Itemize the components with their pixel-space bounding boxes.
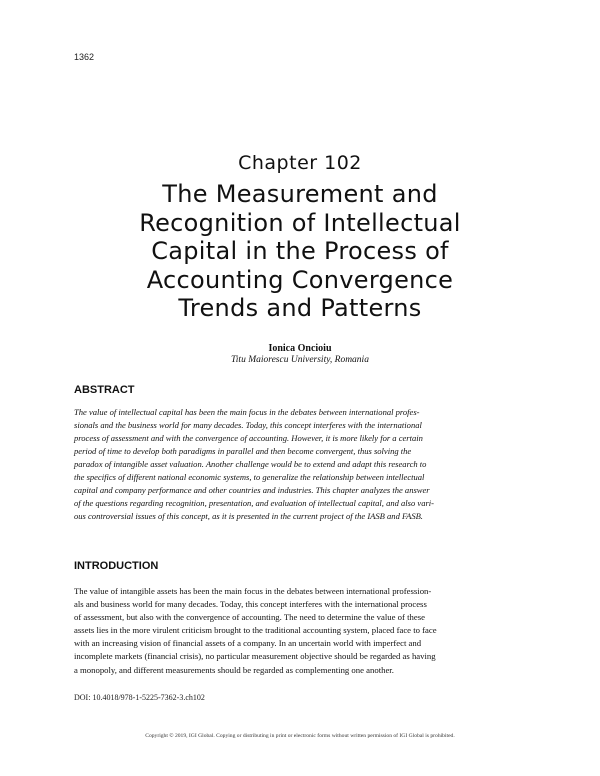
introduction-line: als and business world for many decades. Today, this concept interferes with the international process — [74, 599, 427, 610]
introduction-line: a monopoly, and different measurements should be regarded as complementing one another. — [74, 664, 394, 675]
abstract-line: paradox of intangible asset valuation. Another challenge would be to extend and adapt this research to — [74, 459, 427, 469]
abstract-line: the specifics of different national economic systems, to generalize the relationship between intellectual — [74, 472, 425, 482]
chapter-title-line: Recognition of Intellectual — [139, 208, 461, 237]
introduction-line: incomplete markets (financial crisis), no particular measurement objective should be regarded as having — [74, 651, 436, 662]
chapter-title-line: The Measurement and — [162, 180, 438, 208]
chapter-label: Chapter 102 — [238, 152, 362, 174]
abstract-line: ous controversial issues of this concept, as it is presented in the current project of the IASB and FASB. — [74, 511, 423, 521]
introduction-heading: INTRODUCTION — [74, 560, 159, 572]
chapter-title — [60, 180, 540, 323]
introduction-line: of assessment, but also with the convergence of accounting. The need to determine the value of these — [74, 612, 425, 623]
abstract-line: The value of intellectual capital has been the main focus in the debates between international profes- — [74, 407, 420, 417]
abstract-line: of the questions regarding recognition, presentation, and evaluation of intellectual capital, and also vari- — [74, 498, 435, 508]
introduction-line: The value of intangible assets has been the main focus in the debates between international profession- — [74, 586, 432, 596]
chapter-title-line: Capital in the Process of — [151, 237, 449, 265]
doi-text: DOI: 10.4018/978-1-5225-7362-3.ch102 — [74, 693, 205, 702]
abstract-line: period of time to develop both paradigms in parallel and then become convergent, thus solving the — [74, 446, 412, 456]
author-name: Ionica Oncioiu — [268, 343, 332, 354]
page-number: 1362 — [74, 52, 95, 62]
abstract-body — [74, 406, 526, 523]
author-affiliation: Titu Maiorescu University, Romania — [231, 355, 369, 365]
introduction-line: with an increasing vision of financial assets of a company. In an uncertain world with imperfect and — [74, 638, 422, 649]
introduction-body — [74, 585, 526, 677]
introduction-line: assets lies in the more virulent criticism brought to the traditional accounting system, placed face to face — [74, 625, 437, 636]
abstract-heading: ABSTRACT — [74, 384, 135, 396]
abstract-line: process of assessment and with the convergence of accounting. However, it is more likely for a certain — [74, 433, 423, 443]
abstract-line: capital and company performance and other countries and industries. This chapter analyzes the answer — [74, 485, 430, 495]
copyright-footer: Copyright © 2019, IGI Global. Copying or distributing in print or electronic forms without written permission of IGI Global is prohibited. — [145, 733, 455, 739]
abstract-line: sionals and the business world for many decades. Today, this concept interferes with the international — [74, 420, 422, 430]
chapter-title-line: Trends and Patterns — [178, 294, 422, 322]
chapter-title-line: Accounting Convergence — [146, 265, 454, 294]
